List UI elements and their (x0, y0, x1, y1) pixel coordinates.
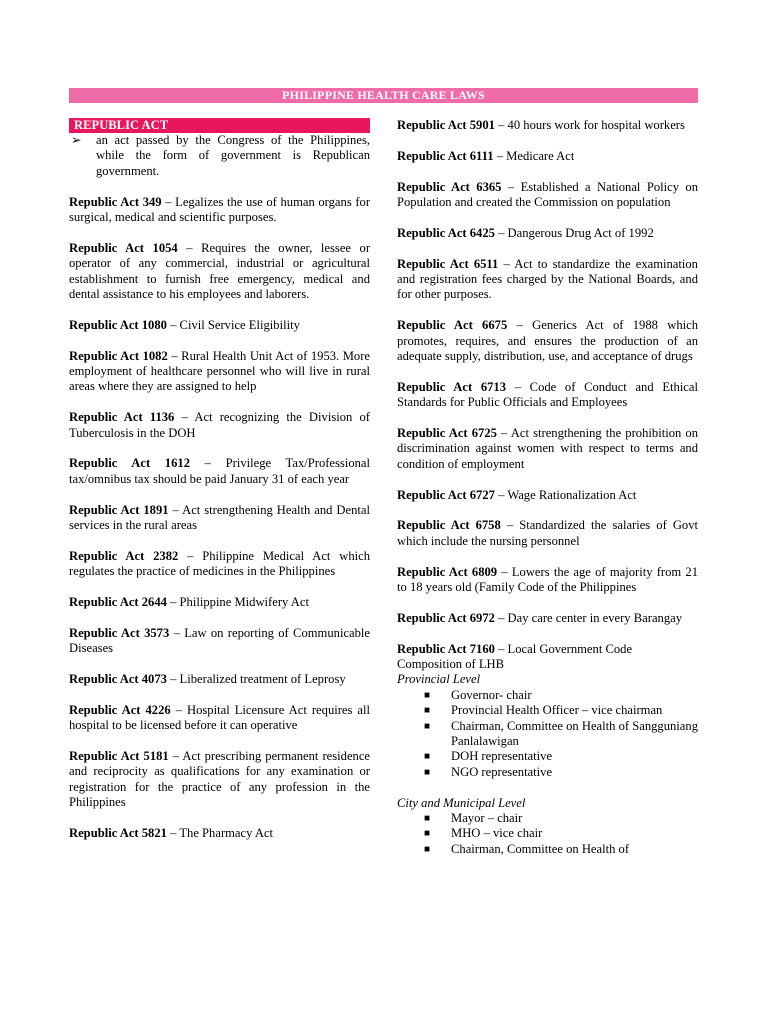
list-item-text: Governor- chair (451, 687, 532, 702)
law-entry: Republic Act 6425 – Dangerous Drug Act of 1992 (397, 225, 654, 240)
entry-text: Act strengthening the prohibition on discrimination against women with respect to terms and condition of employment (397, 426, 699, 471)
entry-name: Republic Act 2382 (69, 548, 179, 563)
entry-text: Act to standardize the examination and registration fees charged by the National Boards, and for other purposes. (397, 256, 698, 302)
law-entry: Republic Act 1136 – Act recognizing the Division of Tuberculosis in the DOH (69, 410, 370, 440)
law-entry: Republic Act 6713 – Code of Conduct and Ethical Standards for Public Officials and Employees (397, 379, 698, 410)
law-entry: Republic Act 6111 – Medicare Act (397, 148, 575, 163)
city-level-list (397, 811, 698, 857)
entry-name: Republic Act 6713 (397, 379, 507, 394)
entry-text: Hospital Licensure Act requires all hospital to be licensed before it can operative (69, 702, 371, 733)
square-bullet-icon: ■ (424, 689, 431, 701)
entry-name: Republic Act 7160 (397, 641, 495, 656)
right-column (397, 118, 698, 857)
entry-name: Republic Act 1612 (69, 456, 190, 471)
law-entry: Republic Act 1612 – Privilege Tax/Professional tax/omnibus tax should be paid January 31 of each year (69, 456, 371, 486)
entry-name: Republic Act 5901 (397, 118, 495, 132)
entry-text: The Pharmacy Act (179, 826, 274, 841)
entry-text: Code of Conduct and Ethical Standards for Public Officials and Employees (397, 379, 698, 410)
law-entry: Republic Act 6758 – Standardized the salaries of Govt which include the nursing personnel (397, 518, 699, 548)
entry-text: Standardized the salaries of Govt which include the nursing personnel (397, 518, 699, 548)
entry-text: Generics Act of 1988 which promotes, requires, and ensures the production of an adequate supply, distribution, use, and acceptance of drugs (397, 318, 699, 364)
law-entry: Republic Act 6725 – Act strengthening the prohibition on discrimination against women with respect to terms and condition of employment (397, 426, 699, 471)
law-entry: Republic Act 5821 – The Pharmacy Act (69, 826, 274, 841)
entry-name: Republic Act 2644 (69, 595, 167, 610)
law-entry: Republic Act 6727 – Wage Rationalization Act (397, 487, 637, 502)
list-item (397, 826, 698, 841)
entry-name: Republic Act 6972 (397, 610, 495, 625)
entry-text: Legalizes the use of human organs for surgical, medical and scientific purposes. (69, 194, 371, 225)
square-bullet-icon: ■ (424, 720, 431, 732)
entry-name: Republic Act 4226 (69, 702, 171, 717)
law-entry: Republic Act 349 – Legalizes the use of human organs for surgical, medical and scientific purposes. (69, 194, 371, 225)
list-item (397, 842, 698, 857)
list-item-text: Chairman, Committee on Health of Sangguniang Panlalawigan (451, 718, 698, 749)
entry-name: Republic Act 4073 (69, 672, 167, 687)
list-item-text: Provincial Health Officer – vice chairman (451, 703, 663, 718)
entry-name: Republic Act 6675 (397, 318, 508, 333)
left-entry-list (69, 195, 370, 842)
page-title: PHILIPPINE HEALTH CARE LAWS (69, 88, 698, 103)
entry-name: Republic Act 5181 (69, 749, 169, 764)
law-entry: Republic Act 2644 – Philippine Midwifery Act (69, 595, 309, 610)
list-item (397, 688, 698, 703)
entry-name: Republic Act 5821 (69, 826, 167, 841)
entry-text: Requires the owner, lessee or operator of any commercial, industrial or agricultural establishment to furnish free emergency, medical and dental assistance to his employees and laborers. (69, 240, 371, 302)
list-item (397, 719, 698, 750)
republic-act-header: REPUBLIC ACT (69, 118, 370, 133)
ra-7160-section: Republic Act 7160 – Local Government Code Composition of LHB Provincial Level ■ Governor- chair ■ Provincial Health Officer – vice chairman ■ Chairman, Committee on Health of Sangguniang Panlalawigan ■ DOH representative ■ NGO representative City and Municipal Level ■ Mayor – chair ■ MHO – vice chair ■ Chairman, Committee on Health of (397, 641, 698, 856)
law-entry: Republic Act 1080 – Civil Service Eligibility (69, 317, 300, 332)
entry-text: Philippine Midwifery Act (179, 595, 309, 610)
entry-text: Civil Service Eligibility (179, 317, 300, 332)
law-entry: Republic Act 6365 – Established a National Policy on Population and created the Commission on population (397, 179, 698, 209)
list-item (397, 765, 698, 780)
entry-text: Act strengthening Health and Dental services in the rural areas (69, 502, 371, 533)
arrow-bullet-icon: ➢ (71, 133, 82, 147)
law-entry: Republic Act 6511 – Act to standardize the examination and registration fees charged by the National Boards, and for other purposes. (397, 256, 698, 302)
entry-text: Dangerous Drug Act of 1992 (507, 225, 654, 240)
square-bullet-icon: ■ (424, 766, 431, 778)
ra-7160-subtitle: Composition of LHB (397, 657, 505, 672)
square-bullet-icon: ■ (424, 705, 431, 717)
entry-text: Philippine Medical Act which regulates the practice of medicines in the Philippines (69, 548, 370, 579)
list-item (397, 811, 698, 826)
entry-text: Act prescribing permanent residence and reciprocity as qualifications for any examination or registration for the practice of any profession in the Philippines (69, 749, 371, 810)
entry-text: 40 hours work for hospital workers (507, 118, 685, 132)
entry-name: Republic Act 1054 (69, 240, 178, 255)
entry-text: Local Government Code (507, 641, 633, 656)
list-item-text: NGO representative (451, 764, 553, 779)
entry-text: Lowers the age of majority from 21 to 18 years old (Family Code of the Philippines (397, 564, 698, 595)
law-entry: Republic Act 4226 – Hospital Licensure Act requires all hospital to be licensed before it can operative (69, 702, 371, 733)
entry-text: Wage Rationalization Act (507, 487, 637, 502)
entry-text: Day care center in every Barangay (507, 610, 683, 625)
entry-name: Republic Act 6365 (397, 179, 502, 194)
entry-text: Liberalized treatment of Leprosy (179, 672, 346, 687)
right-entry-list (397, 118, 698, 626)
left-column (69, 118, 370, 857)
entry-name: Republic Act 1136 (69, 410, 175, 425)
list-item-text: MHO – vice chair (451, 826, 543, 841)
law-entry: Republic Act 1891 – Act strengthening Health and Dental services in the rural areas (69, 502, 371, 533)
provincial-level-heading: Provincial Level (397, 672, 481, 687)
republic-act-definition (69, 133, 370, 179)
entry-name: Republic Act 6111 (397, 148, 494, 163)
law-entry: Republic Act 6972 – Day care center in every Barangay (397, 610, 683, 625)
definition-text: an act passed by the Congress of the Philippines, while the form of government is Republican government. (96, 133, 370, 178)
law-entry: Republic Act 6675 – Generics Act of 1988 which promotes, requires, and ensures the production of an adequate supply, distribution, use, and acceptance of drugs (397, 318, 699, 364)
law-entry: Republic Act 6809 – Lowers the age of majority from 21 to 18 years old (Family Code of the Philippines (397, 564, 698, 595)
entry-text: Medicare Act (506, 148, 575, 163)
square-bullet-icon: ■ (424, 843, 431, 855)
city-level-heading: City and Municipal Level (397, 795, 526, 810)
entry-text: Act recognizing the Division of Tuberculosis in the DOH (69, 410, 370, 440)
law-entry: Republic Act 5181 – Act prescribing permanent residence and reciprocity as qualifications for any examination or registration for the practice of any profession in the Philippines (69, 749, 371, 810)
entry-name: Republic Act 6425 (397, 225, 495, 240)
entry-name: Republic Act 6809 (397, 564, 498, 579)
law-entry: Republic Act 1054 – Requires the owner, lessee or operator of any commercial, industrial or agricultural establishment to furnish free emergency, medical and dental assistance to his employees and laborers. (69, 240, 371, 302)
list-item-text: Chairman, Committee on Health of (451, 841, 630, 856)
entry-name: Republic Act 6727 (397, 487, 495, 502)
list-item (397, 703, 698, 718)
square-bullet-icon: ■ (424, 813, 431, 825)
square-bullet-icon: ■ (424, 751, 431, 763)
square-bullet-icon: ■ (424, 828, 431, 840)
entry-text: Law on reporting of Communicable Diseases (69, 625, 371, 656)
law-entry: Republic Act 5901 – 40 hours work for hospital workers (397, 118, 685, 132)
law-entry: Republic Act 3573 – Law on reporting of Communicable Diseases (69, 625, 371, 656)
entry-name: Republic Act 349 (69, 194, 162, 209)
law-entry: Republic Act 2382 – Philippine Medical Act which regulates the practice of medicines in the Philippines (69, 548, 370, 579)
entry-name: Republic Act 6758 (397, 518, 501, 533)
entry-text: Established a National Policy on Population and created the Commission on population (397, 179, 698, 209)
entry-name: Republic Act 1080 (69, 317, 167, 332)
provincial-level-list (397, 688, 698, 780)
list-item-text: Mayor – chair (451, 811, 523, 826)
law-entry: Republic Act 4073 – Liberalized treatment of Leprosy (69, 672, 346, 687)
entry-name: Republic Act 1082 (69, 348, 168, 363)
entry-name: Republic Act 6725 (397, 426, 497, 441)
list-item (397, 749, 698, 764)
law-entry: Republic Act 1082 – Rural Health Unit Act of 1953. More employment of healthcare personnel who will live in rural areas where they are assigned to help (69, 348, 371, 394)
list-item-text: DOH representative (451, 749, 553, 764)
entry-text: Privilege Tax/Professional tax/omnibus tax should be paid January 31 of each year (69, 456, 371, 486)
entry-name: Republic Act 3573 (69, 625, 170, 640)
entry-name: Republic Act 6511 (397, 256, 499, 271)
entry-name: Republic Act 1891 (69, 502, 169, 517)
entry-text: Rural Health Unit Act of 1953. More employment of healthcare personnel who will live in rural areas where they are assigned to help (69, 348, 371, 394)
